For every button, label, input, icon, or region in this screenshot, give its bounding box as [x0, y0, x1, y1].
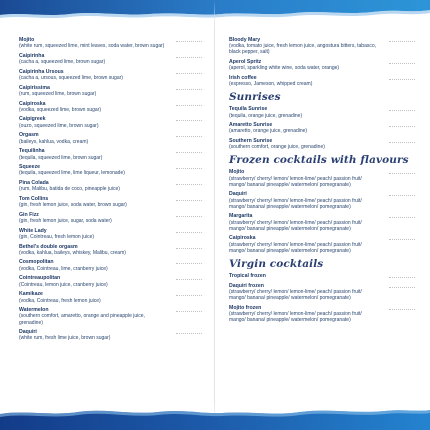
price-dots [176, 41, 202, 42]
item-description: (amaretto, orange juice, grenadine) [229, 128, 308, 135]
item-description: (cacha a, squeezed lime, brown sugar) [19, 59, 106, 66]
item-name: Caipigreek [19, 116, 46, 123]
item-description: (vodka, tomato juice, fresh lemon juice, angostura bitters, tabasco, black pepper, salt) [229, 43, 377, 56]
price-dots [176, 263, 202, 264]
item-description: (cacha a, ursous, squeezed lime, brown sugar) [19, 75, 123, 82]
menu-item [19, 259, 204, 271]
item-description: (strawberry/ cherry/ lemon/ lemon-lime/ peach/ passion fruit/ mango/ banana/ pineapple/ watermelon/ pomegranate) [229, 175, 362, 188]
right-column [229, 37, 417, 327]
left-column [19, 37, 204, 345]
menu-item [229, 283, 417, 301]
item-description: (aperol, sparkling white wine, soda water, orange) [229, 65, 340, 72]
price-dots [176, 311, 202, 312]
menu-item [229, 191, 417, 209]
item-name: Daquiri [19, 329, 37, 336]
menu-item [19, 101, 204, 113]
price-dots [176, 333, 202, 334]
item-name: Mojito [19, 37, 35, 43]
menu-item [19, 307, 204, 325]
menu-item [19, 228, 204, 240]
price-dots [176, 89, 202, 90]
item-description: (vodka, squeezed lime, brown sugar) [19, 106, 101, 113]
item-description: (vodka, Cointreau, lime, cranberry juice) [19, 265, 108, 272]
section-title-virgin: Virgin cocktails [229, 257, 324, 270]
item-description: (southern comfort, orange juice, grenadine) [229, 144, 325, 151]
price-dots [176, 152, 202, 153]
bottom-wave-banner [0, 404, 430, 430]
price-dots [389, 110, 415, 111]
item-name: Pina Colada [19, 180, 49, 187]
price-dots [176, 57, 202, 58]
section-title-sunrises: Sunrises [229, 91, 281, 104]
item-description: (rum, squeezed lime, brown sugar) [19, 90, 97, 97]
item-description: (ouzo, squeezed lime, brown sugar) [19, 122, 99, 129]
menu-item [229, 59, 417, 71]
item-description: (strawberry/ cherry/ lemon/ lemon-lime/ peach/ passion fruit/ mango/ banana/ pineapple/ watermelon/ pomegranate) [229, 241, 362, 254]
item-name: Tropical frozen [229, 272, 266, 279]
menu-item [19, 164, 204, 176]
price-dots [389, 277, 415, 278]
menu-item [229, 37, 417, 55]
item-name: Tequila Sunrise [229, 106, 268, 113]
item-name: Daquiri [229, 191, 247, 198]
item-name: Tom Collins [19, 195, 49, 202]
price-dots [176, 279, 202, 280]
item-description: (espresso, Jameson, whipped cream) [229, 81, 313, 88]
price-dots [176, 184, 202, 185]
item-name: Orgasm [19, 132, 39, 139]
price-dots [389, 142, 415, 143]
item-name: Squeeze [19, 164, 41, 171]
item-description: (tequila, squeezed lime, brown sugar) [19, 154, 103, 161]
item-description: (vodka, kahlua, baileys, whiskey, Malibu, cream) [19, 249, 126, 256]
menu-item [229, 273, 417, 279]
menu-item [229, 122, 417, 134]
price-dots [176, 232, 202, 233]
price-dots [176, 248, 202, 249]
item-description: (strawberry/ cherry/ lemon/ lemon-lime/ peach/ passion fruit/ mango/ banana/ pineapple/ watermelon/ pomegranate) [229, 288, 362, 302]
section-title-frozen: Frozen cocktails with flavours [229, 154, 409, 167]
price-dots [389, 79, 415, 80]
item-description: (Cointreau, lemon juice, cranberry juice) [19, 281, 108, 288]
menu-item [19, 196, 204, 208]
item-name: Southern Sunrise [229, 138, 273, 145]
item-name: Caipirinha Ursous [19, 68, 64, 75]
page-spine [214, 0, 215, 430]
item-name: Daquiri frozen [229, 282, 264, 289]
price-dots [176, 216, 202, 217]
menu-item [229, 106, 417, 118]
item-name: Margarita [229, 213, 253, 220]
item-name: Bethel's double orgasm [19, 243, 78, 250]
price-dots [176, 200, 202, 201]
menu-item [229, 235, 417, 253]
price-dots [389, 217, 415, 218]
menu-item [19, 329, 204, 341]
item-description: (strawberry/ cherry/ lemon/ lemon-lime/ peach/ passion fruit/ mango/ banana/ pineapple/ watermelon/ pomegranate) [229, 197, 362, 210]
top-wave-banner [0, 0, 430, 22]
price-dots [176, 295, 202, 296]
menu-item [19, 275, 204, 287]
item-description: (tequila, orange juice, grenadine) [229, 112, 303, 119]
menu-item [229, 213, 417, 231]
price-dots [176, 105, 202, 106]
price-dots [389, 63, 415, 64]
item-name: Cosmopolitan [19, 259, 54, 266]
item-name: Caipiroska [19, 100, 46, 107]
price-dots [176, 120, 202, 121]
price-dots [176, 168, 202, 169]
menu-item [229, 305, 417, 323]
item-description: (white rum, squeezed lime, mint leaves, soda water, brown sugar) [19, 43, 165, 50]
menu-item [19, 212, 204, 224]
item-description: (southern comfort, amaretto, orange and pineapple juice, grenadine) [19, 313, 145, 326]
menu-item [19, 116, 204, 128]
item-name: Mojito frozen [229, 304, 262, 311]
menu-item [19, 69, 204, 81]
item-name: Irish coffee [229, 74, 257, 81]
menu-item [19, 37, 204, 49]
item-name: Amaretto Sunrise [229, 122, 273, 129]
price-dots [389, 126, 415, 127]
item-description: (rum, Malibu, batida de coco, pineapple juice) [19, 186, 120, 193]
menu-item [229, 169, 417, 187]
item-name: Tequilinha [19, 148, 45, 155]
menu-item [19, 244, 204, 256]
item-name: Caipiroska [229, 235, 256, 242]
menu-item [19, 180, 204, 192]
item-description: (tequila, squeezed lime, lime liqueur, lemonade) [19, 170, 125, 177]
item-name: Mojito [229, 169, 245, 176]
price-dots [389, 41, 415, 42]
menu-item [19, 148, 204, 160]
menu-item [19, 132, 204, 144]
price-dots [176, 136, 202, 137]
price-dots [176, 73, 202, 74]
price-dots [389, 173, 415, 174]
menu-item [19, 291, 204, 303]
item-name: Watermelon [19, 307, 49, 314]
item-name: Cointreaupolitan [19, 275, 61, 282]
item-description: (strawberry/ cherry/ lemon/ lemon-lime/ peach/ passion fruit/ mango/ banana/ pineapple/ watermelon/ pomegranate) [229, 310, 362, 324]
item-name: Caipirissima [19, 84, 50, 91]
menu-item [229, 75, 417, 87]
menu-item [19, 53, 204, 65]
item-name: Gin Fizz [19, 211, 39, 218]
item-description: (vodka, Cointreau, fresh lemon juice) [19, 297, 101, 304]
menu-item [229, 138, 417, 150]
item-description: (gin, fresh lemon juice, soda water, brown sugar) [19, 202, 127, 209]
menu-item [19, 85, 204, 97]
price-dots [389, 195, 415, 196]
item-description: (gin, fresh lemon juice, sugar, soda water) [19, 218, 112, 225]
item-description: (white rum, fresh lime juice, brown sugar) [19, 335, 111, 342]
item-name: White Lady [19, 227, 47, 234]
item-name: Kamikaze [19, 291, 43, 298]
item-description: (baileys, kahlua, vodka, cream) [19, 138, 89, 145]
price-dots [389, 309, 415, 310]
item-description: (strawberry/ cherry/ lemon/ lemon-lime/ peach/ passion fruit/ mango/ banana/ pineapple/ watermelon/ pomegranate) [229, 219, 362, 232]
item-name: Caipirinha [19, 52, 45, 59]
item-description: (gin, Cointreau, fresh lemon juice) [19, 233, 95, 240]
price-dots [389, 239, 415, 240]
item-name: Aperol Spritz [229, 58, 262, 65]
item-name: Bloody Mary [229, 37, 261, 43]
price-dots [389, 287, 415, 288]
